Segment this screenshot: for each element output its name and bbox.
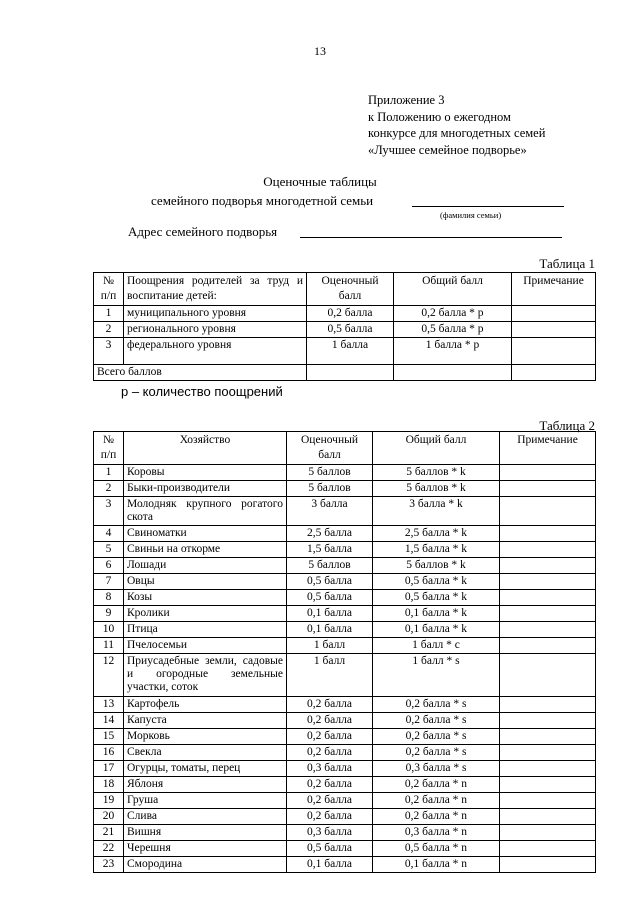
row-label: Свекла bbox=[124, 745, 287, 761]
row-score: 0,5 балла bbox=[287, 590, 373, 606]
row-total: 0,2 балла * s bbox=[373, 713, 500, 729]
row-score: 5 баллов bbox=[287, 465, 373, 481]
row-note[interactable] bbox=[500, 481, 596, 497]
row-note[interactable] bbox=[500, 841, 596, 857]
row-number: 7 bbox=[94, 574, 124, 590]
row-label: федерального уровня bbox=[124, 338, 307, 365]
row-number: 6 bbox=[94, 558, 124, 574]
table2-caption: Таблица 2 bbox=[539, 418, 595, 433]
row-total: 0,5 балла * k bbox=[373, 590, 500, 606]
row-score: 0,2 балла bbox=[287, 745, 373, 761]
row-number: 2 bbox=[94, 322, 124, 338]
family-name-hint: (фамилия семьи) bbox=[440, 210, 502, 220]
total-score[interactable] bbox=[307, 365, 394, 381]
row-note[interactable] bbox=[500, 857, 596, 873]
appendix-line: конкурсе для многодетных семей bbox=[368, 126, 546, 140]
row-number: 9 bbox=[94, 606, 124, 622]
address-label: Адрес семейного подворья bbox=[128, 224, 278, 239]
row-label: Картофель bbox=[124, 697, 287, 713]
header-cell: Хозяйство bbox=[124, 432, 287, 465]
row-total: 0,1 балла * n bbox=[373, 857, 500, 873]
row-number: 20 bbox=[94, 809, 124, 825]
row-score: 3 балла bbox=[287, 497, 373, 526]
appendix-header bbox=[368, 92, 545, 158]
appendix-line: к Положению о ежегодном bbox=[368, 109, 511, 124]
total-label: Всего баллов bbox=[94, 365, 307, 381]
row-score: 0,2 балла bbox=[287, 793, 373, 809]
total-sum[interactable] bbox=[394, 365, 512, 381]
row-total: 0,1 балла * k bbox=[373, 606, 500, 622]
row-number: 8 bbox=[94, 590, 124, 606]
table-row bbox=[94, 841, 596, 857]
row-note[interactable] bbox=[500, 745, 596, 761]
row-score: 0,2 балла bbox=[307, 306, 394, 322]
row-label: Смородина bbox=[124, 857, 287, 873]
row-label: Лошади bbox=[124, 558, 287, 574]
row-score: 0,5 балла bbox=[287, 841, 373, 857]
row-note[interactable] bbox=[500, 697, 596, 713]
row-note[interactable] bbox=[500, 809, 596, 825]
row-label: Свиньи на откорме bbox=[124, 542, 287, 558]
row-note[interactable] bbox=[500, 713, 596, 729]
document-title: Оценочные таблицы bbox=[263, 174, 377, 189]
row-label: Приусадебные земли, садовые и огородные земельные участки, соток bbox=[124, 654, 287, 697]
family-name-blank[interactable] bbox=[412, 206, 564, 207]
row-label: Коровы bbox=[124, 465, 287, 481]
row-number: 5 bbox=[94, 542, 124, 558]
table-row bbox=[94, 654, 596, 697]
table-row bbox=[94, 793, 596, 809]
row-score: 1 балл bbox=[287, 654, 373, 697]
table-row bbox=[94, 590, 596, 606]
header-cell: № п/п bbox=[94, 273, 124, 306]
row-total: 2,5 балла * k bbox=[373, 526, 500, 542]
row-score: 1 балла bbox=[307, 338, 394, 365]
row-score: 1,5 балла bbox=[287, 542, 373, 558]
row-score: 0,2 балла bbox=[287, 809, 373, 825]
row-note[interactable] bbox=[500, 465, 596, 481]
row-score: 5 баллов bbox=[287, 481, 373, 497]
row-number: 1 bbox=[94, 306, 124, 322]
row-score: 0,1 балла bbox=[287, 622, 373, 638]
row-label: Черешня bbox=[124, 841, 287, 857]
row-number: 3 bbox=[94, 497, 124, 526]
row-number: 10 bbox=[94, 622, 124, 638]
row-number: 23 bbox=[94, 857, 124, 873]
row-note[interactable] bbox=[500, 590, 596, 606]
table-row bbox=[94, 825, 596, 841]
row-number: 1 bbox=[94, 465, 124, 481]
row-total: 0,3 балла * s bbox=[373, 761, 500, 777]
row-label: Пчелосемьи bbox=[124, 638, 287, 654]
row-note[interactable] bbox=[500, 542, 596, 558]
row-label: Морковь bbox=[124, 729, 287, 745]
row-label: регионального уровня bbox=[124, 322, 307, 338]
row-label: Молодняк крупного рогатого скота bbox=[124, 497, 287, 526]
table-row bbox=[94, 729, 596, 745]
row-number: 2 bbox=[94, 481, 124, 497]
header-cell: Поощрения родителей за труд и воспитание детей: bbox=[124, 273, 307, 306]
row-total: 1,5 балла * k bbox=[373, 542, 500, 558]
table-row bbox=[94, 306, 596, 322]
table-row bbox=[94, 558, 596, 574]
row-note[interactable] bbox=[500, 558, 596, 574]
table1 bbox=[93, 272, 596, 381]
header-cell: Примечание bbox=[512, 273, 596, 306]
row-label: Козы bbox=[124, 590, 287, 606]
row-total: 0,2 балла * р bbox=[394, 306, 512, 322]
row-total: 0,5 балла * n bbox=[373, 841, 500, 857]
table-row bbox=[94, 526, 596, 542]
row-total: 0,1 балла * k bbox=[373, 622, 500, 638]
table-row bbox=[94, 638, 596, 654]
header-cell: № п/п bbox=[94, 432, 124, 465]
table2 bbox=[93, 431, 596, 873]
table-row bbox=[94, 697, 596, 713]
row-note[interactable] bbox=[500, 497, 596, 526]
row-score: 0,5 балла bbox=[307, 322, 394, 338]
row-number: 18 bbox=[94, 777, 124, 793]
table-row bbox=[94, 606, 596, 622]
row-label: Яблоня bbox=[124, 777, 287, 793]
row-number: 14 bbox=[94, 713, 124, 729]
row-total: 0,2 балла * s bbox=[373, 745, 500, 761]
row-label: Капуста bbox=[124, 713, 287, 729]
row-number: 22 bbox=[94, 841, 124, 857]
row-total: 5 баллов * k bbox=[373, 465, 500, 481]
footnote: р – количество поощрений bbox=[121, 384, 283, 399]
row-score: 0,1 балла bbox=[287, 857, 373, 873]
row-total: 0,2 балла * n bbox=[373, 793, 500, 809]
row-score: 0,3 балла bbox=[287, 825, 373, 841]
row-number: 17 bbox=[94, 761, 124, 777]
header-cell: Общий балл bbox=[373, 432, 500, 465]
row-total: 0,5 балла * р bbox=[394, 322, 512, 338]
row-label: Огурцы, томаты, перец bbox=[124, 761, 287, 777]
row-score: 0,5 балла bbox=[287, 574, 373, 590]
document-subtitle: семейного подворья многодетной семьи bbox=[151, 193, 374, 208]
table-row bbox=[94, 542, 596, 558]
row-total: 0,3 балла * n bbox=[373, 825, 500, 841]
row-note[interactable] bbox=[500, 606, 596, 622]
table-row bbox=[94, 338, 596, 365]
row-number: 15 bbox=[94, 729, 124, 745]
row-label: Вишня bbox=[124, 825, 287, 841]
total-note[interactable] bbox=[512, 365, 596, 381]
row-total: 1 балл * с bbox=[373, 638, 500, 654]
header-cell: Оценочный балл bbox=[287, 432, 373, 465]
row-score: 5 баллов bbox=[287, 558, 373, 574]
row-total: 0,2 балла * n bbox=[373, 777, 500, 793]
row-total: 0,2 балла * n bbox=[373, 809, 500, 825]
table-row bbox=[94, 761, 596, 777]
row-note[interactable] bbox=[500, 729, 596, 745]
row-number: 4 bbox=[94, 526, 124, 542]
table1-header bbox=[94, 273, 596, 306]
row-total: 1 балла * р bbox=[394, 338, 512, 365]
table2-header bbox=[94, 432, 596, 465]
row-total: 5 баллов * k bbox=[373, 481, 500, 497]
address-blank[interactable] bbox=[300, 237, 562, 238]
row-score: 2,5 балла bbox=[287, 526, 373, 542]
row-label: Овцы bbox=[124, 574, 287, 590]
row-score: 0,2 балла bbox=[287, 729, 373, 745]
row-number: 3 bbox=[94, 338, 124, 365]
table-row bbox=[94, 481, 596, 497]
table-row bbox=[94, 745, 596, 761]
table-row bbox=[94, 322, 596, 338]
row-total: 1 балл * s bbox=[373, 654, 500, 697]
row-number: 11 bbox=[94, 638, 124, 654]
table-row bbox=[94, 713, 596, 729]
row-score: 0,1 балла bbox=[287, 606, 373, 622]
table1-total-row bbox=[94, 365, 596, 381]
table-row bbox=[94, 809, 596, 825]
appendix-line: «Лучшее семейное подворье» bbox=[368, 142, 527, 157]
row-note[interactable] bbox=[500, 761, 596, 777]
row-note[interactable] bbox=[512, 338, 596, 365]
row-note[interactable] bbox=[500, 638, 596, 654]
row-number: 12 bbox=[94, 654, 124, 697]
row-note[interactable] bbox=[500, 622, 596, 638]
table-row bbox=[94, 574, 596, 590]
row-note[interactable] bbox=[500, 654, 596, 697]
table-row bbox=[94, 622, 596, 638]
row-label: Быки-производители bbox=[124, 481, 287, 497]
row-total: 0,2 балла * s bbox=[373, 697, 500, 713]
row-number: 16 bbox=[94, 745, 124, 761]
table1-caption: Таблица 1 bbox=[539, 256, 595, 271]
row-number: 19 bbox=[94, 793, 124, 809]
row-total: 0,2 балла * s bbox=[373, 729, 500, 745]
row-note[interactable] bbox=[512, 322, 596, 338]
row-label: Кролики bbox=[124, 606, 287, 622]
row-label: Груша bbox=[124, 793, 287, 809]
table-row bbox=[94, 777, 596, 793]
row-number: 13 bbox=[94, 697, 124, 713]
table-row bbox=[94, 465, 596, 481]
row-note[interactable] bbox=[500, 574, 596, 590]
table-row bbox=[94, 857, 596, 873]
appendix-line: Приложение 3 bbox=[368, 93, 445, 107]
row-number: 21 bbox=[94, 825, 124, 841]
row-label: Слива bbox=[124, 809, 287, 825]
page-number: 13 bbox=[314, 44, 326, 58]
row-label: муниципального уровня bbox=[124, 306, 307, 322]
row-note[interactable] bbox=[500, 777, 596, 793]
row-note[interactable] bbox=[500, 793, 596, 809]
header-cell: Общий балл bbox=[394, 273, 512, 306]
row-score: 0,2 балла bbox=[287, 777, 373, 793]
row-label: Свиноматки bbox=[124, 526, 287, 542]
row-score: 0,3 балла bbox=[287, 761, 373, 777]
table-row bbox=[94, 497, 596, 526]
row-score: 1 балл bbox=[287, 638, 373, 654]
row-score: 0,2 балла bbox=[287, 713, 373, 729]
row-total: 3 балла * k bbox=[373, 497, 500, 526]
row-label: Птица bbox=[124, 622, 287, 638]
row-note[interactable] bbox=[500, 825, 596, 841]
header-cell: Примечание bbox=[500, 432, 596, 465]
row-total: 0,5 балла * k bbox=[373, 574, 500, 590]
row-note[interactable] bbox=[500, 526, 596, 542]
row-total: 5 баллов * k bbox=[373, 558, 500, 574]
row-score: 0,2 балла bbox=[287, 697, 373, 713]
row-note[interactable] bbox=[512, 306, 596, 322]
header-cell: Оценочный балл bbox=[307, 273, 394, 306]
